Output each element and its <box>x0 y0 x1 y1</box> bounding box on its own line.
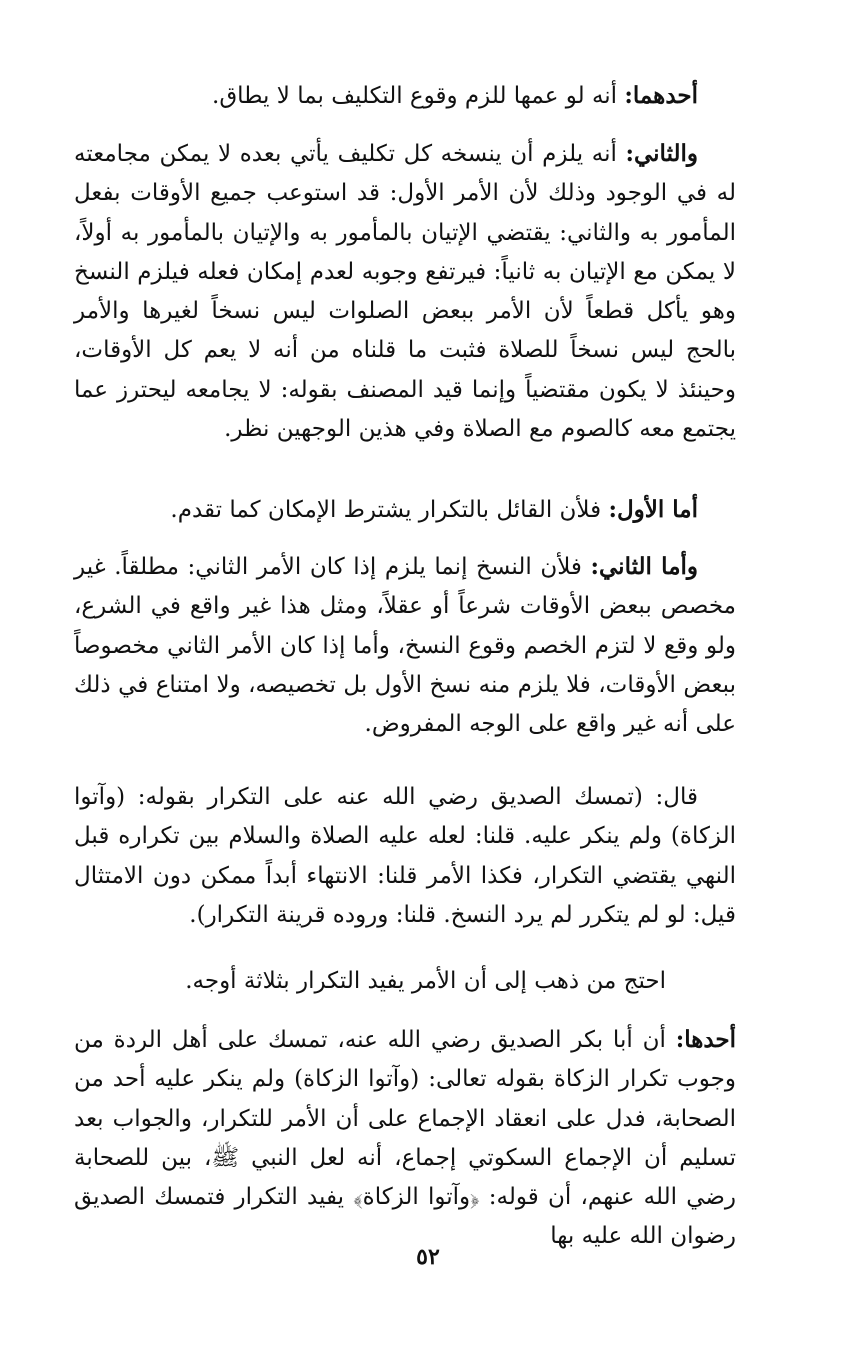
paragraph-label: أما الأول: <box>608 496 698 523</box>
paragraph-label: أحدها: <box>675 1026 737 1053</box>
page-number: ٥٢ <box>416 1244 440 1270</box>
paragraph-author-quote <box>74 778 736 935</box>
paragraph-label: وأما الثاني: <box>590 553 699 580</box>
paragraph-text: فلأن القائل بالتكرار يشترط الإمكان كما تقدم. <box>170 497 602 523</box>
paragraph-text: قال: (تمسك الصديق رضي الله عنه على التكرار بقوله: (وآتوا الزكاة) ولم ينكر عليه. قلنا: لعله عليه الصلاة والسلام بين تكراره قبل النهي يقتضي التكرار، فكذا الأمر قلنا: الانتهاء أبداً ممكن دون الامتثال قيل: لو لم يتكرر لم يرد النسخ. قلنا: وروده قرينة التكرار). <box>74 784 736 928</box>
paragraph-label: أحدهما: <box>624 82 698 109</box>
paragraph-reply-first <box>74 490 736 530</box>
paragraph-text: فلأن النسخ إنما يلزم إذا كان الأمر الثاني: مطلقاً. غير مخصص ببعض الأوقات شرعاً أو عقلاً، ومثل هذا غير واقع في الشرع، ولو وقع لا لتزم الخصم وقوع النسخ، وأما إذا كان الأمر الثاني مخصوصاً ببعض الأوقات، فلا يلزم منه نسخ الأول بل تخصيصه، ولا امتناع في ذلك على أنه غير واقع على الوجه المفروض. <box>74 554 736 738</box>
paragraph-text: أن أبا بكر الصديق رضي الله عنه، تمسك على أهل الردة من وجوب تكرار الزكاة بقوله تعالى: (وآتوا الزكاة) ولم ينكر عليه أحد من الصحابة، فدل على انعقاد الإجماع على أن الأمر للتكرار، والجواب بعد تسليم أن الإجماع السكوتي إجماع، أنه لعل النبي ﷺ، بين للصحابة رضي الله عنهم، أن قوله: ﴿وآتوا الزكاة﴾ يفيد التكرار فتمسك الصديق رضوان الله عليه بها <box>74 1027 736 1250</box>
paragraph-first-aspect <box>74 76 736 116</box>
paragraph-text: احتج من ذهب إلى أن الأمر يفيد التكرار بثلاثة أوجه. <box>185 968 666 994</box>
paragraph-text: أنه يلزم أن ينسخه كل تكليف يأتي بعده لا يمكن مجامعته له في الوجود وذلك لأن الأمر الأول: قد استوعب جميع الأوقات بفعل المأمور به والثاني: يقتضي الإتيان بالمأمور به والإتيان بالمأمور به أولاً، لا يمكن مع الإتيان به ثانياً: فيرتفع وجوبه لعدم إمكان فعله فيلزم النسخ وهو يأكل قطعاً لأن الأمر ببعض الصلوات ليس نسخاً لغيرها والأمر بالحج ليس نسخاً للصلاة فثبت ما قلناه من أنه لا يعم كل الأوقات، وحينئذ لا يكون مقتضياً وإنما قيد المصنف بقوله: لا يجامعه ليحترز عما يجتمع معه كالصوم مع الصلاة وفي هذين الوجهين نظر. <box>74 141 736 443</box>
paragraph-reply-second <box>74 547 736 744</box>
paragraph-first-argument <box>74 1020 736 1257</box>
paragraph-label: والثاني: <box>625 140 699 167</box>
paragraph-argument-intro <box>74 962 736 1001</box>
paragraph-second-aspect <box>74 134 736 449</box>
paragraph-text: أنه لو عمها للزم وقوع التكليف بما لا يطاق. <box>212 83 618 109</box>
